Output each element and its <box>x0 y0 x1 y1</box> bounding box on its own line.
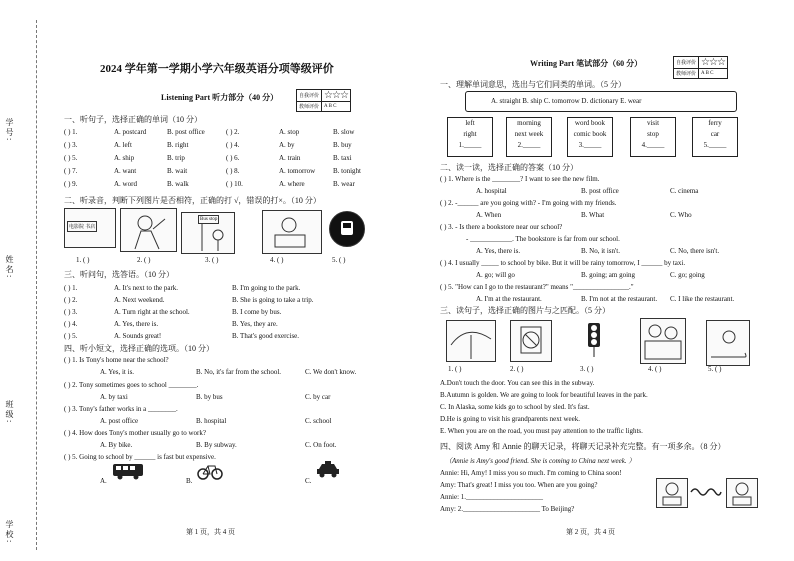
word-card-w1: morning <box>517 119 541 127</box>
l-s1-opt-b: B. buy <box>333 141 352 149</box>
l-s1-opt-a: A. want <box>114 167 137 175</box>
l-s1-num: ( ) 3. <box>64 141 78 149</box>
word-card-n: 5._____ <box>703 141 727 149</box>
l-s2-blank: 4. ( ) <box>270 256 284 264</box>
r-s2-q3-bopt: B. No, it isn't. <box>581 247 620 255</box>
l-s2-blank: 2. ( ) <box>137 256 151 264</box>
street-signs-text: 电影院 书店 <box>67 221 97 232</box>
girl-reading-picture <box>262 210 322 254</box>
l-s4-q2-b: B. by bus <box>196 393 223 401</box>
l-s4-q2: ( ) 2. Tony sometimes goes to school ________. <box>64 381 199 389</box>
l-s1-num: ( ) 8. <box>226 167 240 175</box>
l-s2-heading: 二、听录音，判断下列图片是否相符，正确的打 √，错误的打×。（10 分） <box>64 196 321 205</box>
l-s1-num: ( ) 2. <box>226 128 240 136</box>
r-s4-heading: 四、阅读 Amy 和 Annie 的聊天记录，将聊天记录补充完整。有一项多余。（8 分） <box>440 442 726 451</box>
l-s4-q1-c: C. We don't know. <box>305 368 357 376</box>
r-s2-heading: 二、读一读，选择正确的答案（10 分） <box>440 163 578 172</box>
l-s4-q5-c: C. <box>305 477 312 485</box>
l-s4-q4-a: A. By bike. <box>100 441 133 449</box>
chat-line-3: Annie: 1.______________________ <box>440 493 544 501</box>
bus-icon <box>112 462 144 480</box>
r-s3-sentence: A.Don't touch the door. You can see this in the subway. <box>440 379 595 387</box>
l-s1-opt-b: B. post office <box>167 128 205 136</box>
l-s3-num: ( ) 2. <box>64 296 78 304</box>
word-card-w2: right <box>463 130 477 138</box>
r-s2-q4-a: A. go; will go <box>476 271 515 279</box>
l-s1-opt-b: B. walk <box>167 180 189 188</box>
l-s3-num: ( ) 1. <box>64 284 78 292</box>
l-s4-q4-b: B. By subway. <box>196 441 237 449</box>
word-card-w2: comic book <box>573 130 607 138</box>
r-s3-heading: 三、读句子，选择正确的图片与之匹配。（5 分） <box>440 306 610 315</box>
r-s3-blank: 4. ( ) <box>648 365 662 373</box>
r-s3-blank: 5. ( ) <box>708 365 722 373</box>
l-s1-opt-b: B. trip <box>167 154 185 162</box>
l-s1-opt-b: B. right <box>167 141 189 149</box>
l-s3-opt-b: B. She is going to take a trip. <box>232 296 314 304</box>
r-s2-q2-b: B. What <box>581 211 605 219</box>
l-s2-blank: 3. ( ) <box>205 256 219 264</box>
word-card <box>630 117 676 157</box>
r-s2-q1-c: C. cinema <box>670 187 699 195</box>
eval-self-label: 自我评价 <box>297 90 322 102</box>
wave-icon <box>690 486 722 498</box>
bus-stop-picture <box>181 212 235 254</box>
word-card-w2: stop <box>647 130 659 138</box>
l-s1-opt-a: A. where <box>279 180 305 188</box>
l-s3-opt-b: B. I'm going to the park. <box>232 284 301 292</box>
chat-line-4: Amy: 2.______________________ To Beijing? <box>440 505 575 513</box>
r-s3-blank: 1. ( ) <box>448 365 462 373</box>
l-s1-opt-a: A. train <box>279 154 301 162</box>
l-s4-q1-a: A. Yes, it is. <box>100 368 135 376</box>
l-s1-opt-a: A. left <box>114 141 132 149</box>
l-s1-opt-a: A. ship <box>114 154 135 162</box>
word-card-n: 4._____ <box>641 141 665 149</box>
r-s3-sentence: E. When you are on the road, you must pay attention to the traffic lights. <box>440 427 643 435</box>
r-s2-q3: ( ) 3. - Is there a bookstore near our school? <box>440 223 563 231</box>
margin-id-label: 学号: <box>5 118 14 143</box>
l-s3-opt-b: B. That's good exercise. <box>232 332 300 340</box>
girl-annie-picture <box>726 478 758 508</box>
l-s4-q3-b: B. hospital <box>196 417 227 425</box>
l-s4-q5-a: A. <box>100 477 107 485</box>
l-s1-opt-b: B. wait <box>167 167 188 175</box>
l-s1-heading: 一、听句子，选择正确的单词（10 分） <box>64 115 202 124</box>
l-s4-q4: ( ) 4. How does Tony's mother usually go to work? <box>64 429 206 437</box>
right-footer: 第 2 页，共 4 页 <box>566 528 615 536</box>
listening-eval-table <box>296 89 351 112</box>
l-s3-num: ( ) 3. <box>64 308 78 316</box>
l-s1-opt-a: A. stop <box>279 128 300 136</box>
r-s2-q5-c: C. I like the restaurant. <box>670 295 735 303</box>
l-s1-num: ( ) 7. <box>64 167 78 175</box>
family-visit-picture <box>640 318 686 364</box>
eval-abc: A B C <box>699 69 728 79</box>
r-s2-q2-a: A. When <box>476 211 502 219</box>
l-s3-heading: 三、听问句，选答语。（10 分） <box>64 270 174 279</box>
r-s2-q5-b: B. I'm not at the restaurant. <box>581 295 658 303</box>
l-s1-num: ( ) 1. <box>64 128 78 136</box>
r-s2-q3-c: C. No, there isn't. <box>670 247 720 255</box>
traffic-light-icon <box>586 322 602 358</box>
word-card-n: 1._____ <box>458 141 482 149</box>
sled-picture <box>706 320 750 366</box>
l-s4-q3-a: A. post office <box>100 417 139 425</box>
subway-sign-picture <box>329 211 365 247</box>
r-s2-q4: ( ) 4. I usually _____ to school by bike. But it will be rainy tomorrow, I ______ by taxi. <box>440 259 686 267</box>
r-s2-q1-b: B. post office <box>581 187 619 195</box>
word-card-w2: car <box>710 130 720 138</box>
girl-amy-picture <box>656 478 688 508</box>
l-s3-opt-a: A. Turn right at the school. <box>114 308 190 316</box>
eval-abc: A B C <box>322 102 351 112</box>
l-s1-num: ( ) 4. <box>226 141 240 149</box>
r-s2-q3-b: - ____________. The bookstore is far from our school. <box>466 235 620 243</box>
l-s1-opt-a: A. tomorrow <box>279 167 316 175</box>
r-s3-blank: 3. ( ) <box>580 365 594 373</box>
bus-stop-sign: Bus stop <box>200 217 218 222</box>
left-footer: 第 1 页，共 4 页 <box>186 528 235 536</box>
no-touch-door-picture <box>510 320 552 362</box>
r-s2-q4-c: C. go; going <box>670 271 705 279</box>
l-s4-q2-a: A. by taxi <box>100 393 128 401</box>
l-s1-opt-a: A. postcard <box>114 128 147 136</box>
l-s1-opt-b: B. wear <box>333 180 355 188</box>
l-s3-num: ( ) 5. <box>64 332 78 340</box>
l-s3-opt-b: B. I come by bus. <box>232 308 282 316</box>
l-s4-q3-c: C. school <box>305 417 332 425</box>
l-s4-q1: ( ) 1. Is Tony's home near the school? <box>64 356 169 364</box>
word-card-w1: word book <box>574 119 606 127</box>
r-s2-q5-a: A. I'm at the restaurant. <box>476 295 542 303</box>
eval-teacher-label: 教师评价 <box>297 102 322 112</box>
word-card <box>447 117 493 157</box>
l-s1-opt-a: A. by <box>279 141 295 149</box>
l-s1-num: ( ) 9. <box>64 180 78 188</box>
binding-line <box>36 20 37 550</box>
l-s1-num: ( ) 10. <box>226 180 243 188</box>
l-s4-q5-b: B. <box>186 477 193 485</box>
l-s4-q3: ( ) 3. Tony's father works in a ________. <box>64 405 178 413</box>
l-s3-opt-a: A. Yes, there is. <box>114 320 159 328</box>
man-thinking-picture <box>120 208 177 252</box>
r-s2-q3-a: A. Yes, there is. <box>476 247 521 255</box>
r-s2-q4-b: B. going; am going <box>581 271 636 279</box>
margin-name-label: 姓名: <box>5 255 14 280</box>
word-card-n: 3._____ <box>578 141 602 149</box>
r-s2-q2-c: C. Who <box>670 211 692 219</box>
l-s4-q5: ( ) 5. Going to school by ______ is fast but expensive. <box>64 453 216 461</box>
word-card-w1: ferry <box>708 119 722 127</box>
r-s3-sentence: C. In Alaska, some kids go to school by sled. It's fast. <box>440 403 590 411</box>
r-s1-heading: 一、理解单词意思，选出与它们同类的单词。（5 分） <box>440 80 626 89</box>
taxi-icon <box>316 460 340 478</box>
l-s1-opt-b: B. slow <box>333 128 355 136</box>
word-card-w1: left <box>465 119 475 127</box>
page-title: 2024 学年第一学期小学六年级英语分项等级评价 <box>100 63 334 75</box>
l-s2-blank: 1. ( ) <box>76 256 90 264</box>
l-s3-num: ( ) 4. <box>64 320 78 328</box>
bike-icon <box>197 462 223 480</box>
l-s3-opt-a: A. Sounds great! <box>114 332 162 340</box>
l-s1-opt-b: B. taxi <box>333 154 352 162</box>
l-s1-num: ( ) 6. <box>226 154 240 162</box>
l-s4-heading: 四、听小短文，选择正确的选项。（10 分） <box>64 344 214 353</box>
word-options: A. straight B. ship C. tomorrow D. dictionary E. wear <box>491 97 642 105</box>
l-s4-q2-c: C. by car <box>305 393 331 401</box>
r-s3-blank: 2. ( ) <box>510 365 524 373</box>
l-s4-q4-c: C. On foot. <box>305 441 337 449</box>
stars-icon: ☆☆☆ <box>699 57 728 69</box>
margin-school-label: 学校: <box>5 520 14 545</box>
r-s2-q2: ( ) 2. -______ are you going with? - I'm going with my friends. <box>440 199 617 207</box>
word-card <box>506 117 552 157</box>
writing-eval-table <box>673 56 728 79</box>
r-s2-q5: ( ) 5. "How can I go to the restaurant?" means "________________." <box>440 283 634 291</box>
chat-line-1: Annie: Hi, Amy! I miss you so much. I'm coming to China soon! <box>440 469 622 477</box>
word-card-n: 2._____ <box>517 141 541 149</box>
street-signs-picture <box>64 208 116 248</box>
word-card <box>692 117 738 157</box>
word-card-w1: visit <box>646 119 660 127</box>
l-s1-opt-b: B. tonight <box>333 167 362 175</box>
l-s3-opt-a: A. Next weekend. <box>114 296 165 304</box>
r-s3-sentence: B.Autumn is golden. We are going to look for beautiful leaves in the park. <box>440 391 648 399</box>
word-card-w2: next week <box>514 130 544 138</box>
chat-line-2: Amy: That's great! I miss you too. When are you going? <box>440 481 598 489</box>
l-s4-q1-b: B. No, it's far from the school. <box>196 368 282 376</box>
eval-self-label: 自我评价 <box>674 57 699 69</box>
l-s3-opt-a: A. It's next to the park. <box>114 284 179 292</box>
margin-class-label: 班级: <box>5 400 14 425</box>
word-options-box <box>465 91 737 112</box>
chat-intro: （Annie is Amy's good friend. She is coming to China next week. ） <box>445 457 636 465</box>
writing-part-title: Writing Part 笔试部分（60 分） <box>530 59 643 68</box>
l-s1-opt-a: A. word <box>114 180 137 188</box>
l-s2-blank: 5. ( ) <box>332 256 346 264</box>
l-s1-num: ( ) 5. <box>64 154 78 162</box>
r-s2-q1-a: A. hospital <box>476 187 507 195</box>
l-s3-opt-b: B. Yes, they are. <box>232 320 278 328</box>
autumn-tree-picture <box>446 320 496 362</box>
r-s2-q1: ( ) 1. Where is the ________? I want to see the new film. <box>440 175 600 183</box>
r-s3-sentence: D.He is going to visit his grandparents next week. <box>440 415 580 423</box>
stars-icon: ☆☆☆ <box>322 90 351 102</box>
word-card <box>567 117 613 157</box>
listening-part-title: Listening Part 听力部分（40 分） <box>161 93 279 102</box>
eval-teacher-label: 教师评价 <box>674 69 699 79</box>
